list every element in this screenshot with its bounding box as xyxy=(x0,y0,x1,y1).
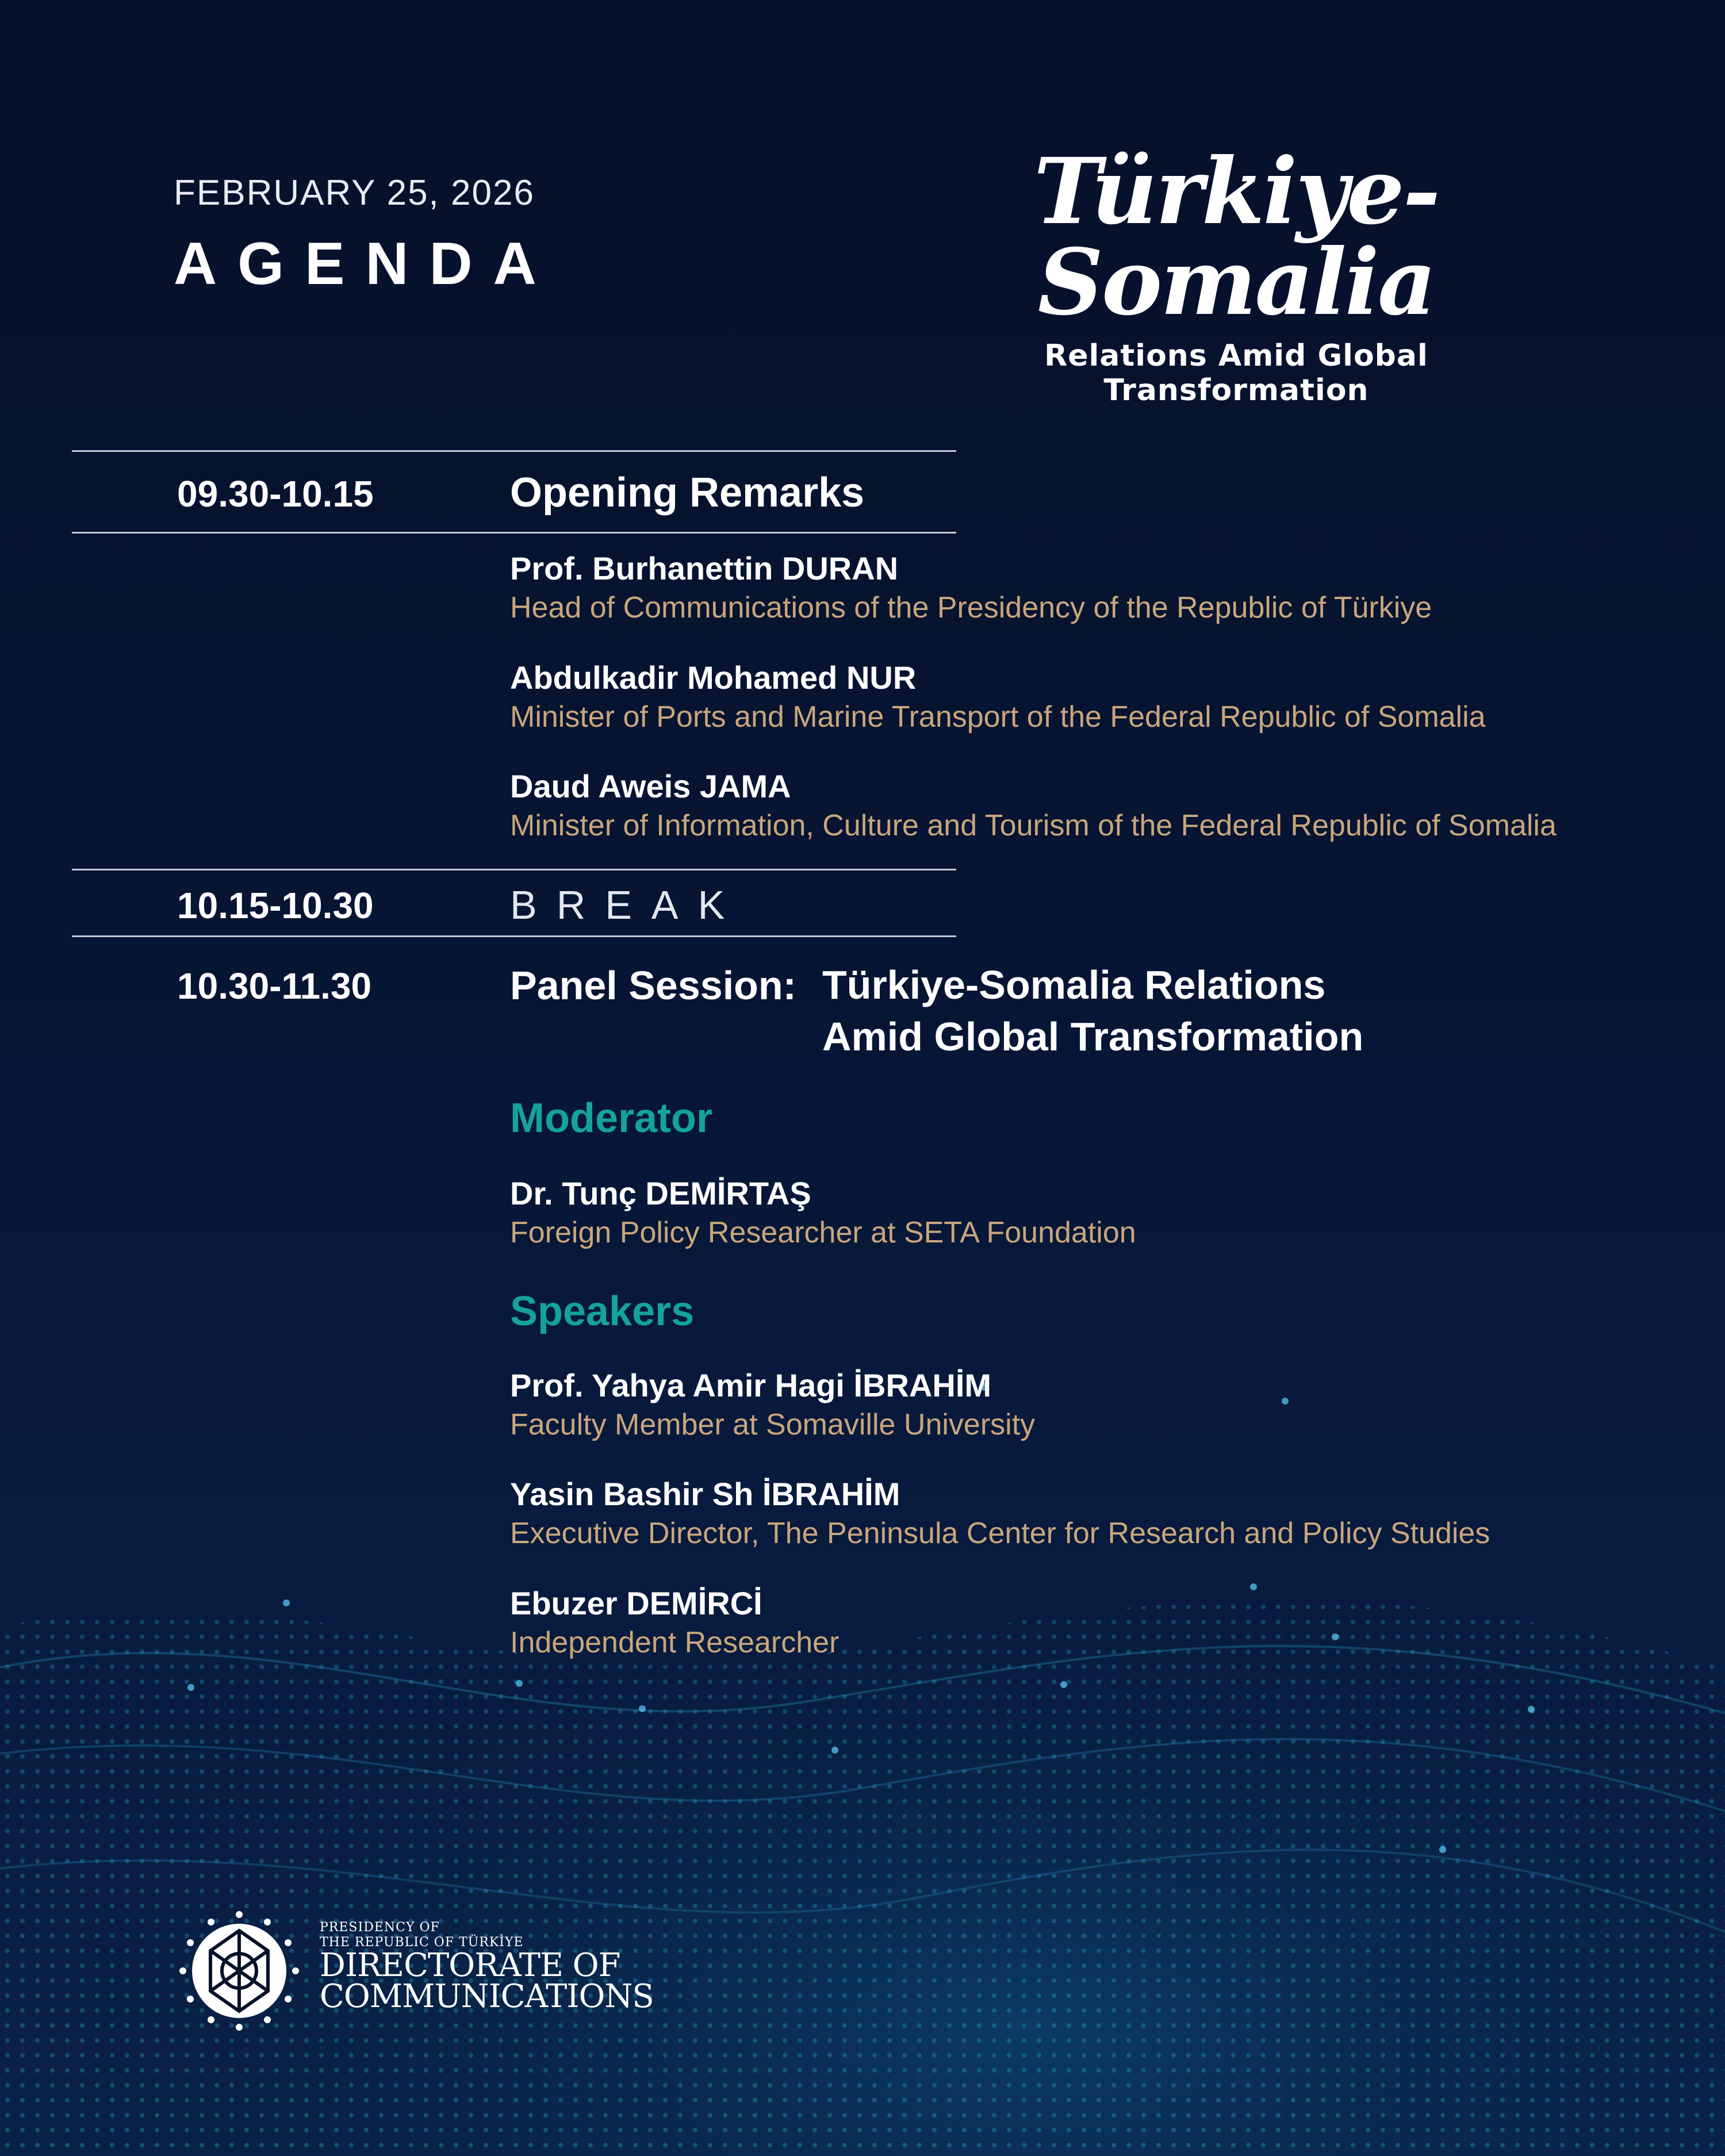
speaker-role: Independent Researcher xyxy=(510,1626,839,1659)
moderator-name: Dr. Tunç DEMİRTAŞ xyxy=(510,1175,811,1211)
event-title: Türkiye-Somalia xyxy=(1033,139,1439,336)
moderator-heading: Moderator xyxy=(510,1095,713,1141)
session-time-panel: 10.30-11.30 xyxy=(177,965,372,1007)
divider xyxy=(72,532,956,534)
speaker-name: Prof. Yahya Amir Hagi İBRAHİM xyxy=(510,1367,992,1403)
event-date: FEBRUARY 25, 2026 xyxy=(174,173,535,213)
speaker-entry xyxy=(510,1475,1660,1553)
session-time-opening: 09.30-10.15 xyxy=(177,473,374,515)
org-line: DIRECTORATE OF xyxy=(320,1947,620,1984)
panel-title-line: Türkiye-Somalia Relations xyxy=(822,962,1326,1007)
speaker-role: Executive Director, The Peninsula Center for Research and Policy Studies xyxy=(510,1517,1490,1550)
speaker-entry xyxy=(510,549,1660,627)
panel-session-title xyxy=(822,959,1363,1062)
break-label: BREAK xyxy=(510,883,745,927)
panel-title-line: Amid Global Transformation xyxy=(822,1014,1364,1059)
speaker-role: Minister of Information, Culture and Tourism of the Federal Republic of Somalia xyxy=(510,809,1557,842)
moderator-role: Foreign Policy Researcher at SETA Foundation xyxy=(510,1216,1136,1249)
session-time-break: 10.15-10.30 xyxy=(177,885,374,926)
speaker-name: Prof. Burhanettin DURAN xyxy=(510,550,899,586)
speaker-entry xyxy=(510,1366,1660,1444)
speaker-name: Ebuzer DEMİRCİ xyxy=(510,1585,762,1621)
agenda-heading: AGENDA xyxy=(174,231,557,297)
org-line: COMMUNICATIONS xyxy=(320,1978,654,2015)
session-title-opening: Opening Remarks xyxy=(510,470,865,516)
speaker-entry xyxy=(510,1584,1660,1662)
speaker-role: Head of Communications of the Presidency of the Republic of Türkiye xyxy=(510,591,1432,624)
event-title-block xyxy=(920,139,1552,408)
panel-session-label: Panel Session: xyxy=(510,963,796,1008)
speaker-entry xyxy=(510,658,1660,736)
speaker-name: Abdulkadir Mohamed NUR xyxy=(510,659,917,696)
event-subtitle: Relations Amid Global Transformation xyxy=(1044,339,1428,408)
speaker-role: Faculty Member at Somaville University xyxy=(510,1408,1036,1441)
directorate-seal-icon xyxy=(176,1908,302,2034)
speaker-name: Yasin Bashir Sh İBRAHİM xyxy=(510,1476,900,1512)
divider xyxy=(72,869,956,870)
divider xyxy=(72,935,956,937)
moderator-entry xyxy=(510,1174,1660,1252)
speaker-entry xyxy=(510,767,1660,845)
organization-name xyxy=(320,1920,654,2015)
speakers-heading: Speakers xyxy=(510,1288,695,1334)
org-line: PRESIDENCY OF xyxy=(320,1920,440,1935)
divider xyxy=(72,450,956,452)
speaker-name: Daud Aweis JAMA xyxy=(510,768,791,804)
org-line: THE REPUBLIC OF TÜRKİYE xyxy=(320,1935,524,1950)
speaker-role: Minister of Ports and Marine Transport of the Federal Republic of Somalia xyxy=(510,700,1486,734)
